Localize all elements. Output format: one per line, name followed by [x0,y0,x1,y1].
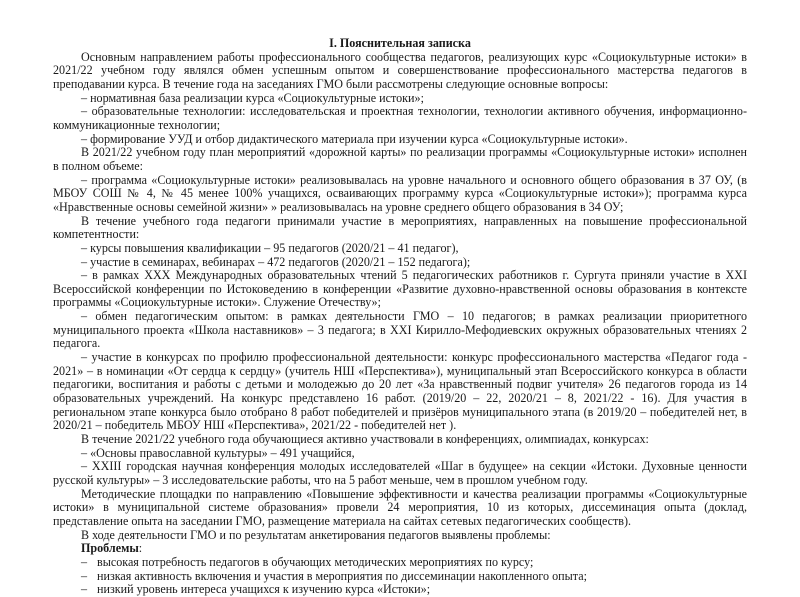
problem-text: высокая потребность педагогов в обучающих методических мероприятиях по курсу; [97,554,534,569]
paragraph-survey: В ходе деятельности ГМО и по результатам анкетирования педагогов выявлены проблемы: [81,527,551,542]
list-item-conference: – XXIII городская научная конференция молодых исследователей «Шаг в будущее» на секции «Истоки. Духовные ценности русской культуры» – 3 исследовательские работы, что на 5 работ меньше, чем в прошлом учебном году. [53,459,747,487]
problem-item [53,583,747,597]
list-item-uud: – формирование УУД и отбор дидактического материала при изучении курса «Социокультурные истоки». [81,131,628,146]
list-item-opk: – «Основы православной культуры» – 491 учащийся, [81,445,355,460]
problem-item [53,556,747,570]
list-item-contests: – участие в конкурсах по профилю профессиональной деятельности: конкурс профессионального мастерства «Педагог года - 2021» – в номинации «От сердца к сердцу» (учитель НШ «Перспектива»), муниципальный этап Всероссийского конкурса в области педагогики, воспитания и работы с детьми и молодежью до 20 лет «За нравственный подвиг учителя» 26 педагогов города из 14 образовательных учреждений. На конкурс представлено 16 работ. (2019/20 – 22, 2020/21 – 8, 2021/22 - 16). Для участия в региональном этапе конкурса было отобрано 8 работ победителей и призёров муниципального этапа (в 2019/20 – победителей нет, в 2020/21 – победитель МБОУ НШ «Перспектива», 2021/22 - победителей нет ). [53,350,747,433]
dash-bullet-icon: – [81,554,88,569]
list-item-courses: – курсы повышения квалификации – 95 педагогов (2020/21 – 41 педагог), [81,240,459,255]
list-item-seminars: – участие в семинарах, вебинарах – 472 педагогов (2020/21 – 152 педагога); [81,254,471,269]
dash-bullet-icon: – [81,582,88,597]
paragraph-method-platforms: Методические площадки по направлению «Повышение эффективности и качества реализации программы «Социокультурные истоки» в муниципальной системе образования» провели 24 мероприятия, 10 из которых, диссеминация опыта (доклад, представление опыта на заседании ГМО, размещение материала на сайтах сетевых педагогических сообществ). [53,486,747,528]
list-item-technologies: – образовательные технологии: исследовательская и проектная технологии, технологии активного обучения, информационно-коммуникационные технологии; [53,104,747,132]
paragraph-students: В течение 2021/22 учебного года обучающиеся активно участвовали в конференциях, олимпиадах, конкурсах: [81,432,649,447]
problems-heading-colon: : [138,541,143,556]
document-title: I. Пояснительная записка [329,36,471,50]
list-item-readings: – в рамках XXX Международных образовательных чтений 5 педагогических работников г. Сургута приняли участие в XXI Всероссийской конференции по Истоковедению в конференции «Развитие духовно-нравственной основы образования в контексте программы «Социокультурные истоки». Служение Отечеству»; [53,268,747,310]
list-item-experience-exchange: – обмен педагогическим опытом: в рамках деятельности ГМО – 10 педагогов; в рамках реализации приоритетного муниципального проекта «Школа наставников» – 3 педагога; в XXI Кирилло-Мефодиевских окружных образовательных чтениях 2 педагога. [53,309,747,351]
problems-heading [53,542,747,556]
problem-text: низкий уровень интереса учащихся к изучению курса «Истоки»; [97,582,431,597]
dash-bullet-icon: – [81,568,88,583]
problem-item [53,570,747,584]
paragraph-competence: В течение учебного года педагоги принимали участие в мероприятиях, направленных на повышение профессиональной компетентности: [53,213,747,242]
problems-heading-text: Проблемы [81,541,139,556]
paragraph-roadmap: В 2021/22 учебном году план мероприятий «дорожной карты» по реализации программы «Социокультурные истоки» исполнен в полном объеме: [53,145,747,173]
document-page [53,37,747,597]
list-item-program-implementation: – программа «Социокультурные истоки» реализовывалась на уровне начального и основного общего образования в 37 ОУ, (в МБОУ СОШ № 4, № 45 менее 100% учащихся, осваивающих программу курса «Социокультурные истоки»); программа курса «Нравственные основы семейной жизни» » реализовывалась на уровне среднего общего образования в 34 ОУ; [53,172,747,214]
problem-text: низкая активность включения и участия в мероприятия по диссеминации накопленного опыта; [97,568,587,583]
list-item-normative-base: – нормативная база реализации курса «Социокультурные истоки»; [81,90,424,105]
paragraph-intro: Основным направлением работы профессионального сообщества педагогов, реализующих курс «Социокультурные истоки» в 2021/22 учебном году являлся обмен успешным опытом и совершенствование профессионального мастерства педагогов в преподавании курса. В течение года на заседаниях ГМО были рассмотрены следующие основные вопросы: [53,49,747,91]
